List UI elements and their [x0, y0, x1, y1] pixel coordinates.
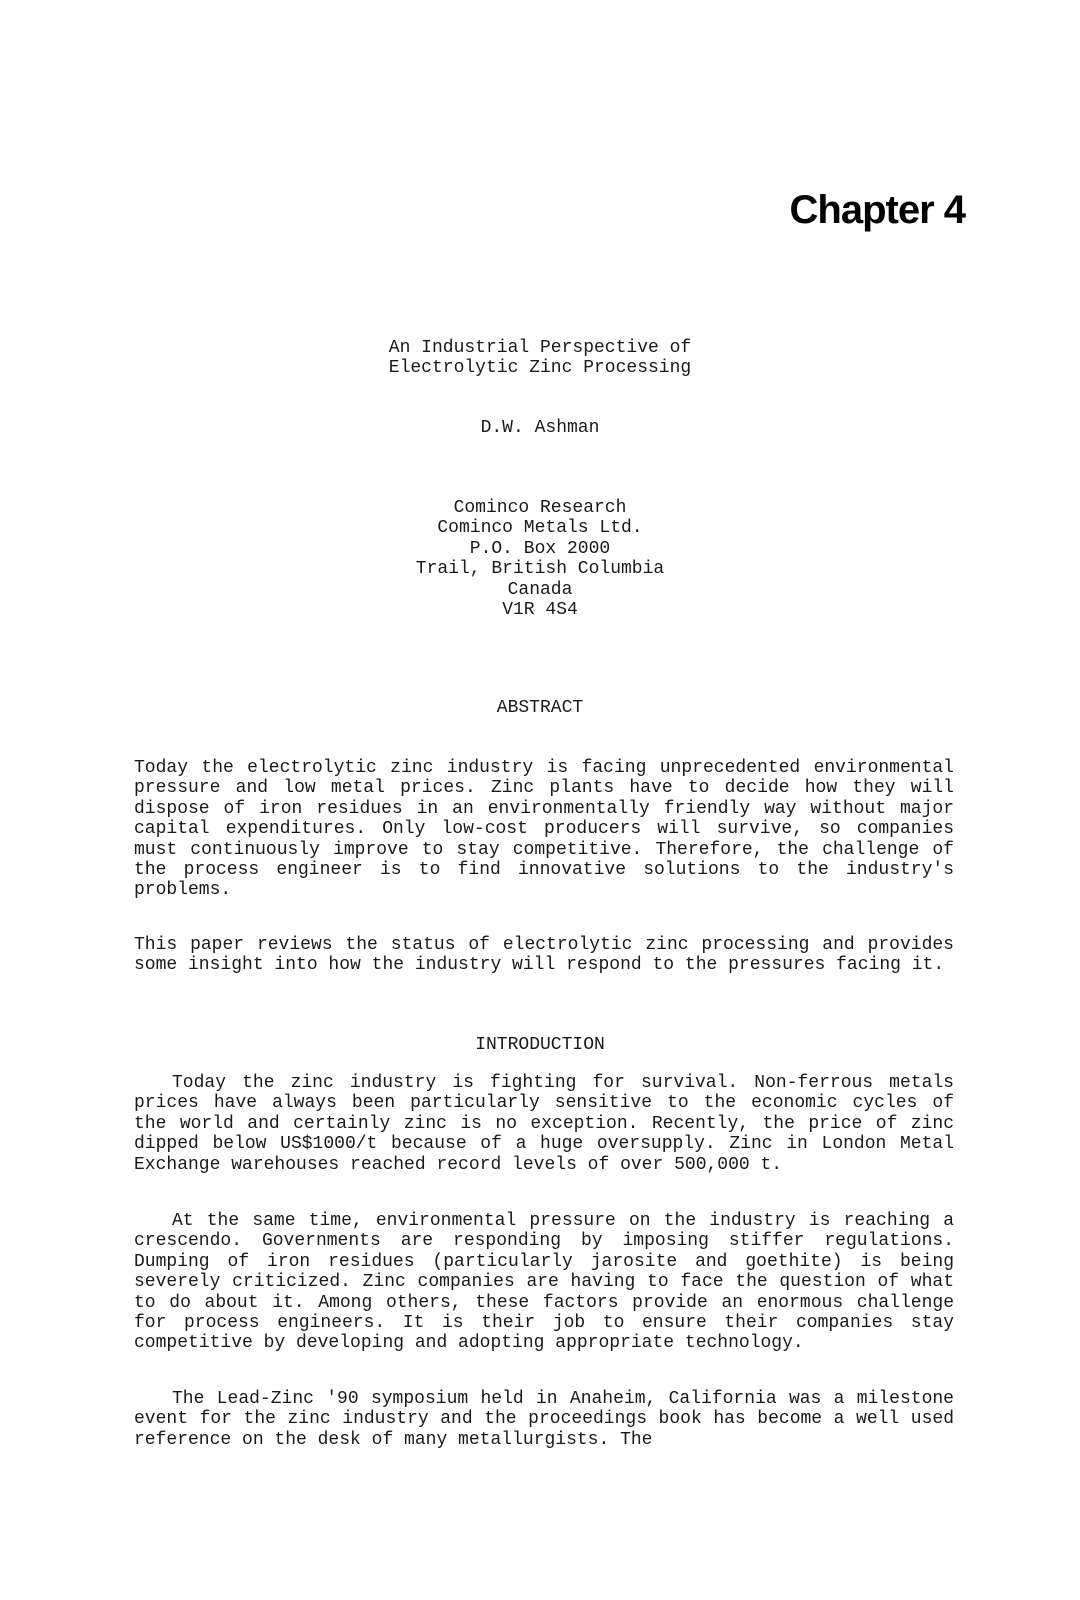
affiliation-line: Cominco Research	[453, 498, 627, 518]
paper-title-line: Electrolytic Zinc Processing	[388, 358, 692, 379]
introduction-heading-text: INTRODUCTION	[475, 1035, 605, 1055]
affiliation-line: V1R 4S4	[502, 600, 578, 621]
author-name-text: D.W. Ashman	[480, 418, 600, 438]
affiliation-line: Trail, British Columbia	[415, 559, 665, 580]
author-name	[0, 418, 1080, 438]
paper-title	[0, 338, 1080, 379]
abstract-heading-text: ABSTRACT	[496, 698, 584, 718]
affiliation-block	[0, 498, 1080, 620]
paper-title-line: An Industrial Perspective of	[388, 338, 692, 358]
chapter-label: Chapter 4	[789, 188, 965, 232]
affiliation-line: P.O. Box 2000	[469, 538, 611, 559]
affiliation-line: Canada	[507, 579, 573, 600]
introduction-paragraph: At the same time, environmental pressure on the industry is reaching a crescendo. Governments are responding by imposing stiffer regulations. Dumping of iron residues (particularly jarosite and goethite) is being severely criticized. Zinc companies are having to face the question of what to do about it. Among others, these factors provide an enormous challenge for process engineers. It is their job to ensure their companies stay competitive by developing and adopting appropriate technology.	[134, 1211, 954, 1354]
affiliation-line: Cominco Metals Ltd.	[437, 518, 643, 539]
introduction-heading	[0, 1035, 1080, 1055]
introduction-paragraph: Today the zinc industry is fighting for survival. Non-ferrous metals prices have always been particularly sensitive to the economic cycles of the world and certainly zinc is no exception. Recently, the price of zinc dipped below US$1000/t because of a huge oversupply. Zinc in London Metal Exchange warehouses reached record levels of over 500,000 t.	[134, 1073, 954, 1175]
abstract-paragraph: This paper reviews the status of electrolytic zinc processing and provides some insight into how the industry will respond to the pressures facing it.	[134, 935, 954, 976]
introduction-paragraph: The Lead-Zinc '90 symposium held in Anaheim, California was a milestone event for the zinc industry and the proceedings book has become a well used reference on the desk of many metallurgists. The	[134, 1389, 954, 1450]
abstract-paragraph: Today the electrolytic zinc industry is facing unprecedented environmental pressure and low metal prices. Zinc plants have to decide how they will dispose of iron residues in an environmentally friendly way without major capital expenditures. Only low-cost producers will survive, so companies must continuously improve to stay competitive. Therefore, the challenge of the process engineer is to find innovative solutions to the industry's problems.	[134, 758, 954, 901]
abstract-heading	[0, 698, 1080, 718]
